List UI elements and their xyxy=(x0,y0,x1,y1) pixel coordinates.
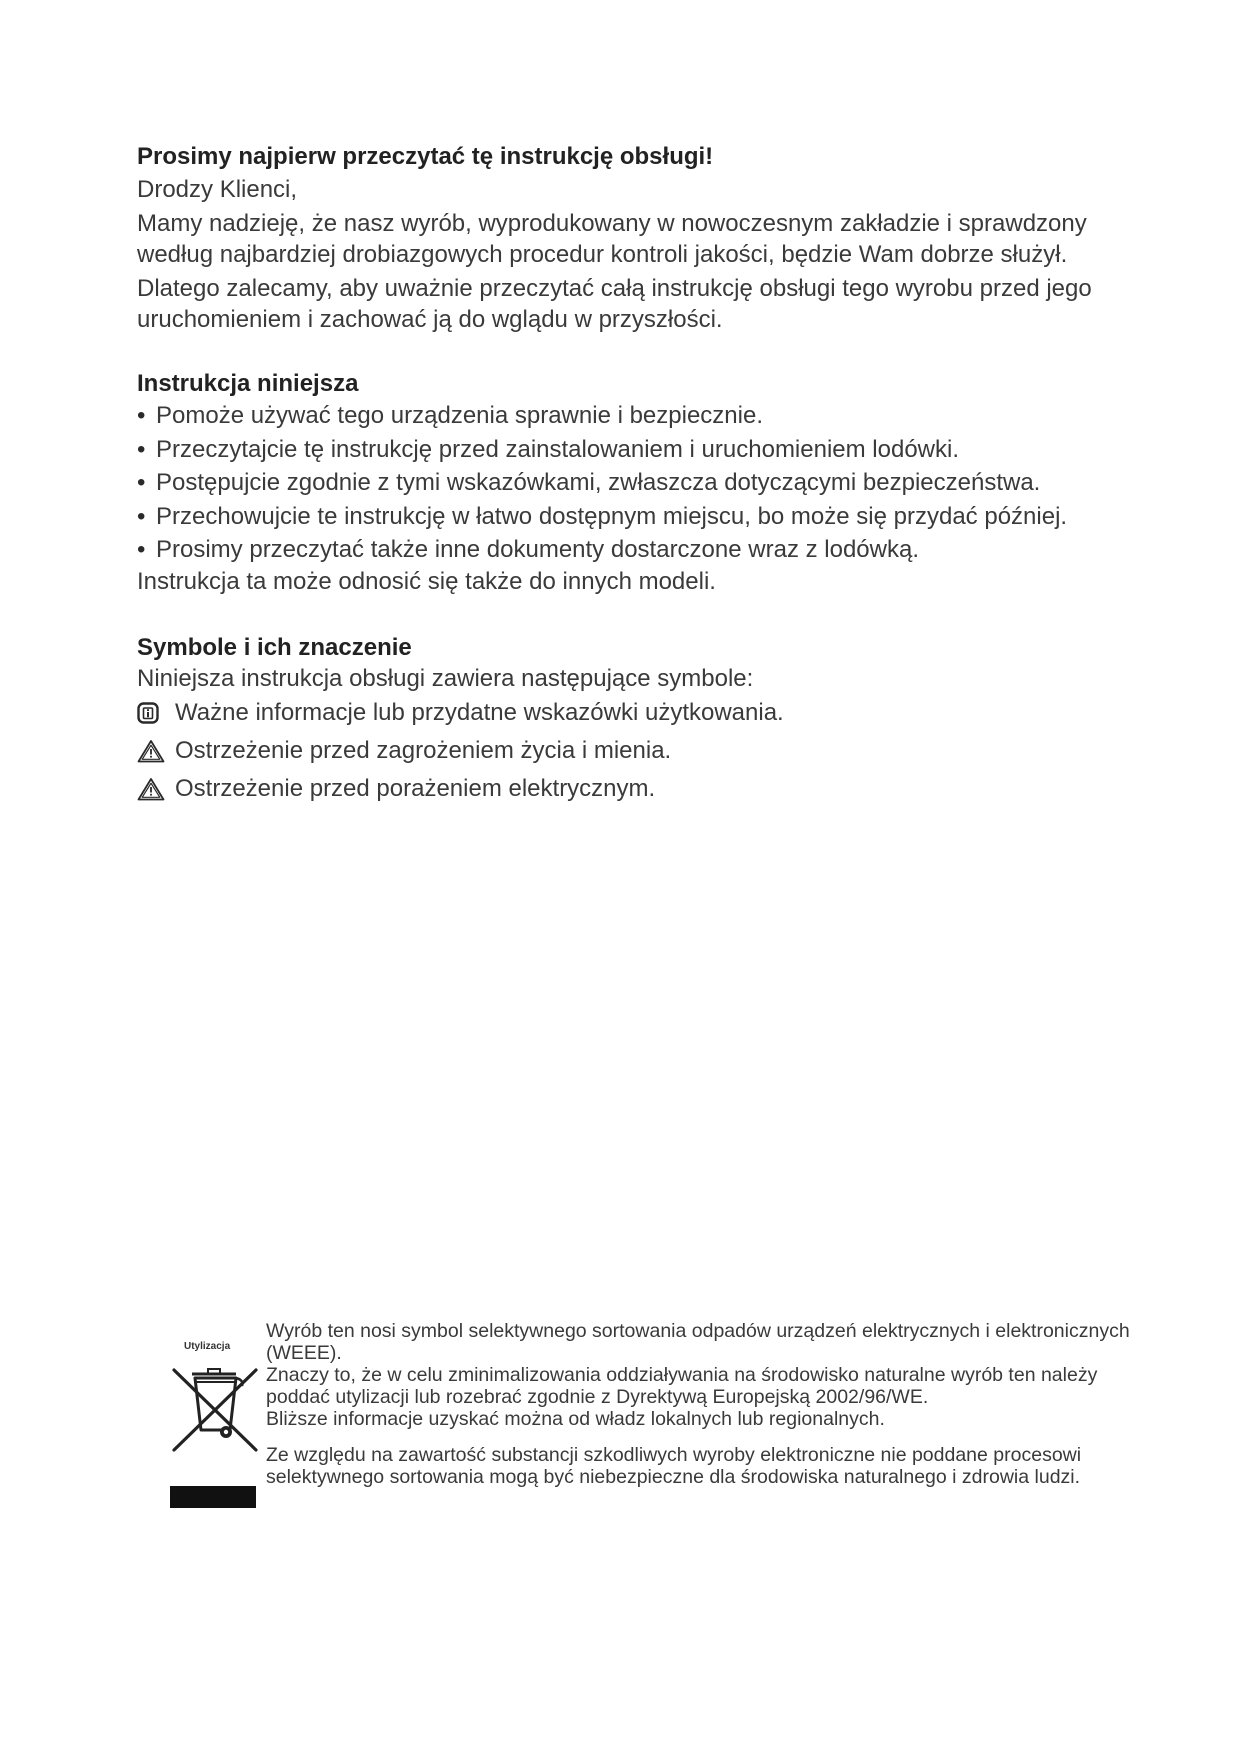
intro-section xyxy=(137,142,1127,335)
greeting: Drodzy Klienci, xyxy=(137,176,298,203)
list-item: • Przechowujcie te instrukcję w łatwo dostępnym miejscu, bo może się przydać później. xyxy=(137,500,1127,534)
symbol-info-text: Ważne informacje lub przydatne wskazówki użytkowania. xyxy=(175,699,784,726)
bullet-icon: • xyxy=(137,402,146,429)
warning-triangle-icon xyxy=(137,777,175,801)
disposal-text xyxy=(266,1320,1146,1488)
symbols-list xyxy=(137,694,1127,808)
symbol-item-danger xyxy=(137,732,1127,770)
manual-note: Instrukcja ta może odnosić się także do innych modeli. xyxy=(137,567,716,595)
disposal-line-4: Ze względu na zawartość substancji szkodliwych wyroby elektroniczne nie poddane procesowi selektywnego sortowania mogą być niebezpieczne dla środowiska naturalnego i zdrowia ludzi. xyxy=(266,1444,1082,1488)
symbols-intro: Niniejsza instrukcja obsługi zawiera następujące symbole: xyxy=(137,665,754,692)
intro-title: Prosimy najpierw przeczytać tę instrukcję obsługi! xyxy=(137,143,714,170)
list-item: • Pomoże używać tego urządzenia sprawnie i bezpiecznie. xyxy=(137,399,1127,433)
bullet-icon: • xyxy=(137,469,146,496)
manual-title: Instrukcja niniejsza xyxy=(137,370,359,397)
symbol-danger-text: Ostrzeżenie przed zagrożeniem życia i mienia. xyxy=(175,737,672,764)
disposal-section xyxy=(170,1320,1130,1540)
warning-triangle-icon xyxy=(137,739,175,763)
list-item: • Przeczytajcie tę instrukcję przed zainstalowaniem i uruchomieniem lodówki. xyxy=(137,433,1127,467)
disposal-label: Utylizacja xyxy=(184,1341,231,1352)
intro-paragraph-1: Mamy nadzieję, że nasz wyrób, wyprodukowany w nowoczesnym zakładzie i sprawdzony według najbardziej drobiazgowych procedur kontroli jakości, będzie Wam dobrze służył. xyxy=(137,210,1087,268)
list-item: • Postępujcie zgodnie z tymi wskazówkami, zwłaszcza dotyczącymi bezpieczeństwa. xyxy=(137,466,1127,500)
intro-paragraph-2: Dlatego zalecamy, aby uważnie przeczytać całą instrukcję obsługi tego wyrobu przed jego uruchomieniem i zachować ją do wglądu w przyszłości. xyxy=(137,275,1092,333)
symbols-section xyxy=(137,633,1127,808)
list-item: • Prosimy przeczytać także inne dokumenty dostarczone wraz z lodówką. xyxy=(137,533,1127,567)
disposal-line-3: Bliższe informacje uzyskać można od władz lokalnych lub regionalnych. xyxy=(266,1408,885,1430)
disposal-line-1: Wyrób ten nosi symbol selektywnego sortowania odpadów urządzeń elektrycznych i elektronicznych (WEEE). xyxy=(266,1320,1130,1364)
disposal-line-2: Znaczy to, że w celu zminimalizowania oddziaływania na środowisko naturalne wyrób ten należy poddać utylizacji lub rozebrać zgodnie z Dyrektywą Europejską 2002/96/WE. xyxy=(266,1364,1098,1408)
bullet-icon: • xyxy=(137,502,146,530)
symbols-title: Symbole i ich znaczenie xyxy=(137,634,412,661)
bullet-icon: • xyxy=(137,536,146,563)
manual-section xyxy=(137,369,1127,597)
manual-bullet-list xyxy=(137,399,1127,567)
bullet-icon: • xyxy=(137,435,146,463)
symbol-item-info xyxy=(137,694,1127,732)
symbol-item-electric xyxy=(137,770,1127,808)
symbol-electric-text: Ostrzeżenie przed porażeniem elektrycznym. xyxy=(175,775,656,802)
info-icon xyxy=(137,702,175,724)
